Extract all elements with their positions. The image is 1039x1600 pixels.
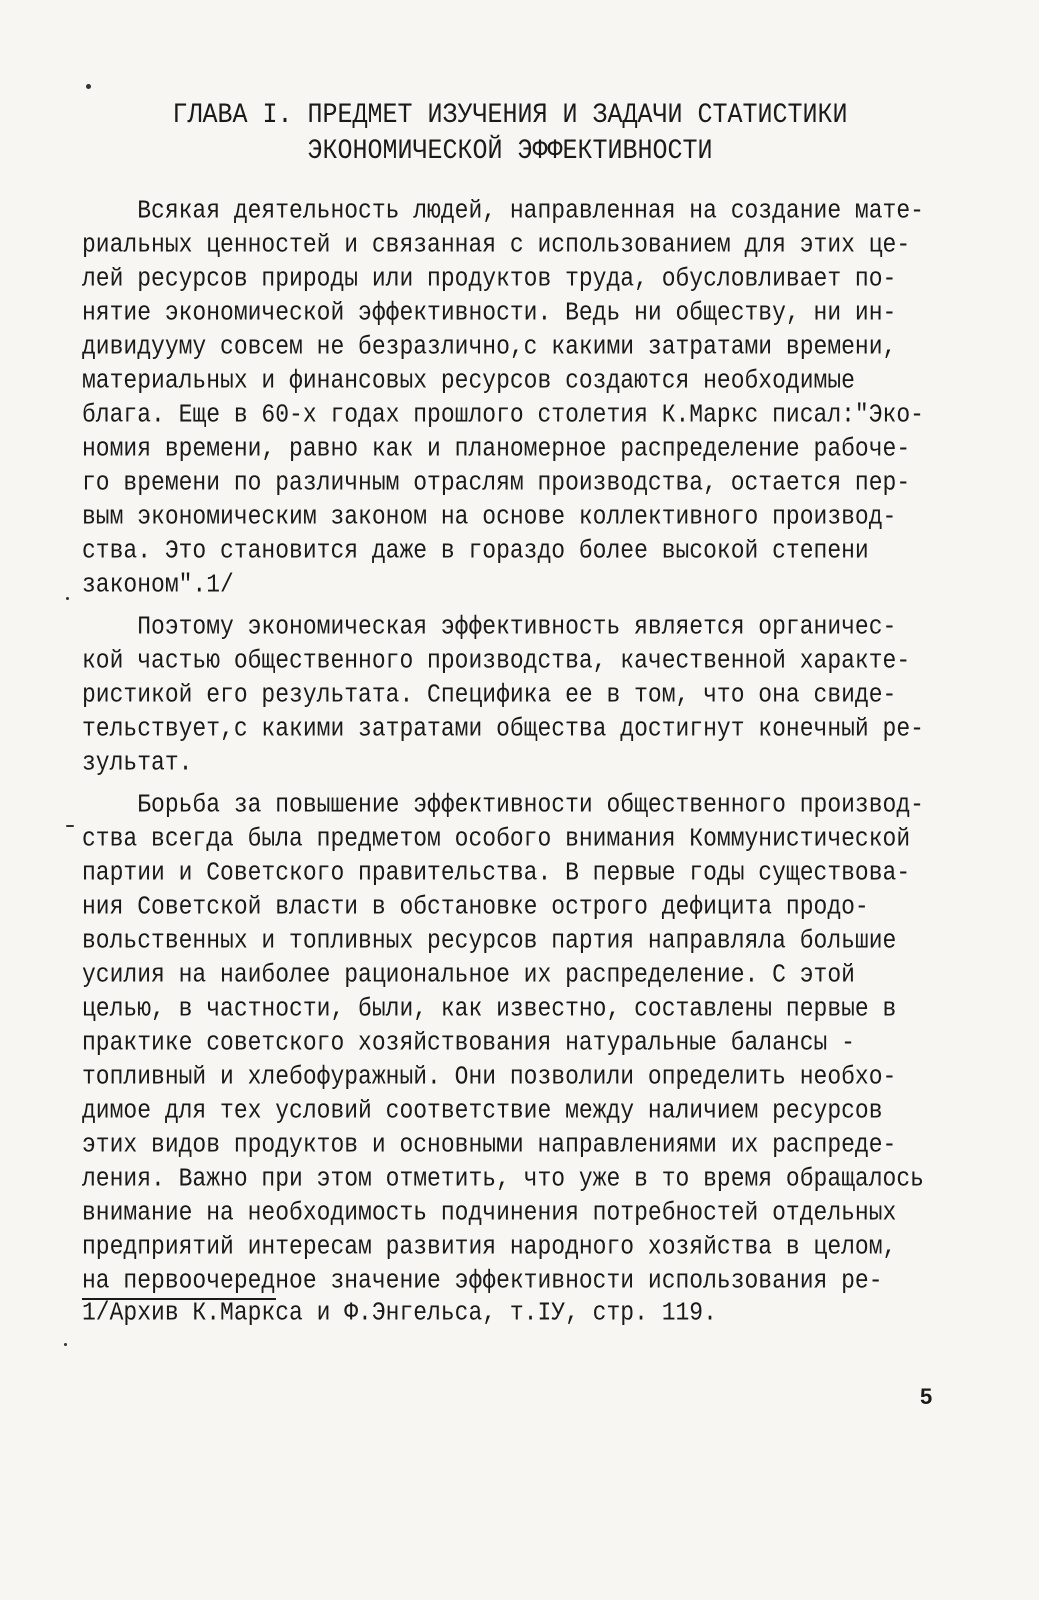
text-line: предприятий интересам развития народного хозяйства в целом, (82, 1232, 897, 1262)
paragraph (82, 610, 962, 780)
chapter-title-line-2: ЭКОНОМИЧЕСКОЙ ЭФФЕКТИВНОСТИ (307, 134, 713, 167)
text-line: риальных ценностей и связанная с использованием для этих це- (82, 230, 911, 260)
text-line: Поэтому экономическая эффективность является органичес- (82, 612, 897, 642)
scan-speck (66, 825, 74, 827)
text-line: димое для тех условий соответствие между наличием ресурсов (82, 1096, 883, 1126)
scan-speck (86, 84, 91, 89)
text-line: дивидууму совсем не безразлично,с какими затратами времени, (82, 332, 897, 362)
text-line: ства всегда была предметом особого внимания Коммунистической (82, 824, 911, 854)
scan-speck (66, 597, 69, 600)
text-line: партии и Советского правительства. В первые годы существова- (82, 858, 911, 888)
text-line: целью, в частности, были, как известно, составлены первые в (82, 994, 897, 1024)
text-line: ства. Это становится даже в гораздо более высокой степени (82, 536, 869, 566)
text-line: Борьба за повышение эффективности общественного производ- (82, 790, 924, 820)
text-line: законом".1/ (82, 570, 234, 600)
text-line: вольственных и топливных ресурсов партия направляла большие (82, 926, 897, 956)
chapter-title-line-1: ГЛАВА I. ПРЕДМЕТ ИЗУЧЕНИЯ И ЗАДАЧИ СТАТИСТИКИ (172, 98, 848, 131)
text-line: внимание на необходимость подчинения потребностей отдельных (82, 1198, 897, 1228)
text-line: Всякая деятельность людей, направленная на создание мате- (82, 196, 924, 226)
text-line: кой частью общественного производства, качественной характе- (82, 646, 911, 676)
text-line: нятие экономической эффективности. Ведь ни обществу, ни ин- (82, 298, 897, 328)
footnote: 1/Архив К.Маркса и Ф.Энгельса, т.IУ, стр. 119. (82, 1298, 717, 1328)
text-line: материальных и финансовых ресурсов создаются необходимые (82, 366, 855, 396)
text-line: на первоочередное значение эффективности использования ре- (82, 1266, 883, 1296)
paragraph (82, 788, 962, 1298)
text-line: этих видов продуктов и основными направлениями их распреде- (82, 1130, 897, 1160)
text-line: ния Советской власти в обстановке острого дефицита продо- (82, 892, 869, 922)
text-line: вым экономическим законом на основе коллективного производ- (82, 502, 897, 532)
text-line: го времени по различным отраслям производства, остается пер- (82, 468, 911, 498)
text-line: блага. Еще в 60-х годах прошлого столетия К.Маркс писал:"Эко- (82, 400, 924, 430)
text-line: номия времени, равно как и планомерное распределение рабоче- (82, 434, 911, 464)
text-line: усилия на наиболее рациональное их распределение. С этой (82, 960, 855, 990)
paragraph (82, 194, 962, 602)
text-line: лей ресурсов природы или продуктов труда, обусловливает по- (82, 264, 897, 294)
text-line: практике советского хозяйствования натуральные балансы - (82, 1028, 855, 1058)
scan-speck (64, 1343, 67, 1346)
body-text (82, 194, 962, 1298)
text-line: топливный и хлебофуражный. Они позволили определить необхо- (82, 1062, 897, 1092)
text-line: зультат. (82, 748, 193, 778)
text-line: ления. Важно при этом отметить, что уже в то время обращалось (82, 1164, 924, 1194)
text-line: тельствует,с какими затратами общества достигнут конечный ре- (82, 714, 924, 744)
page-number: 5 (920, 1384, 933, 1409)
text-line: ристикой его результата. Специфика ее в том, что она свиде- (82, 680, 897, 710)
